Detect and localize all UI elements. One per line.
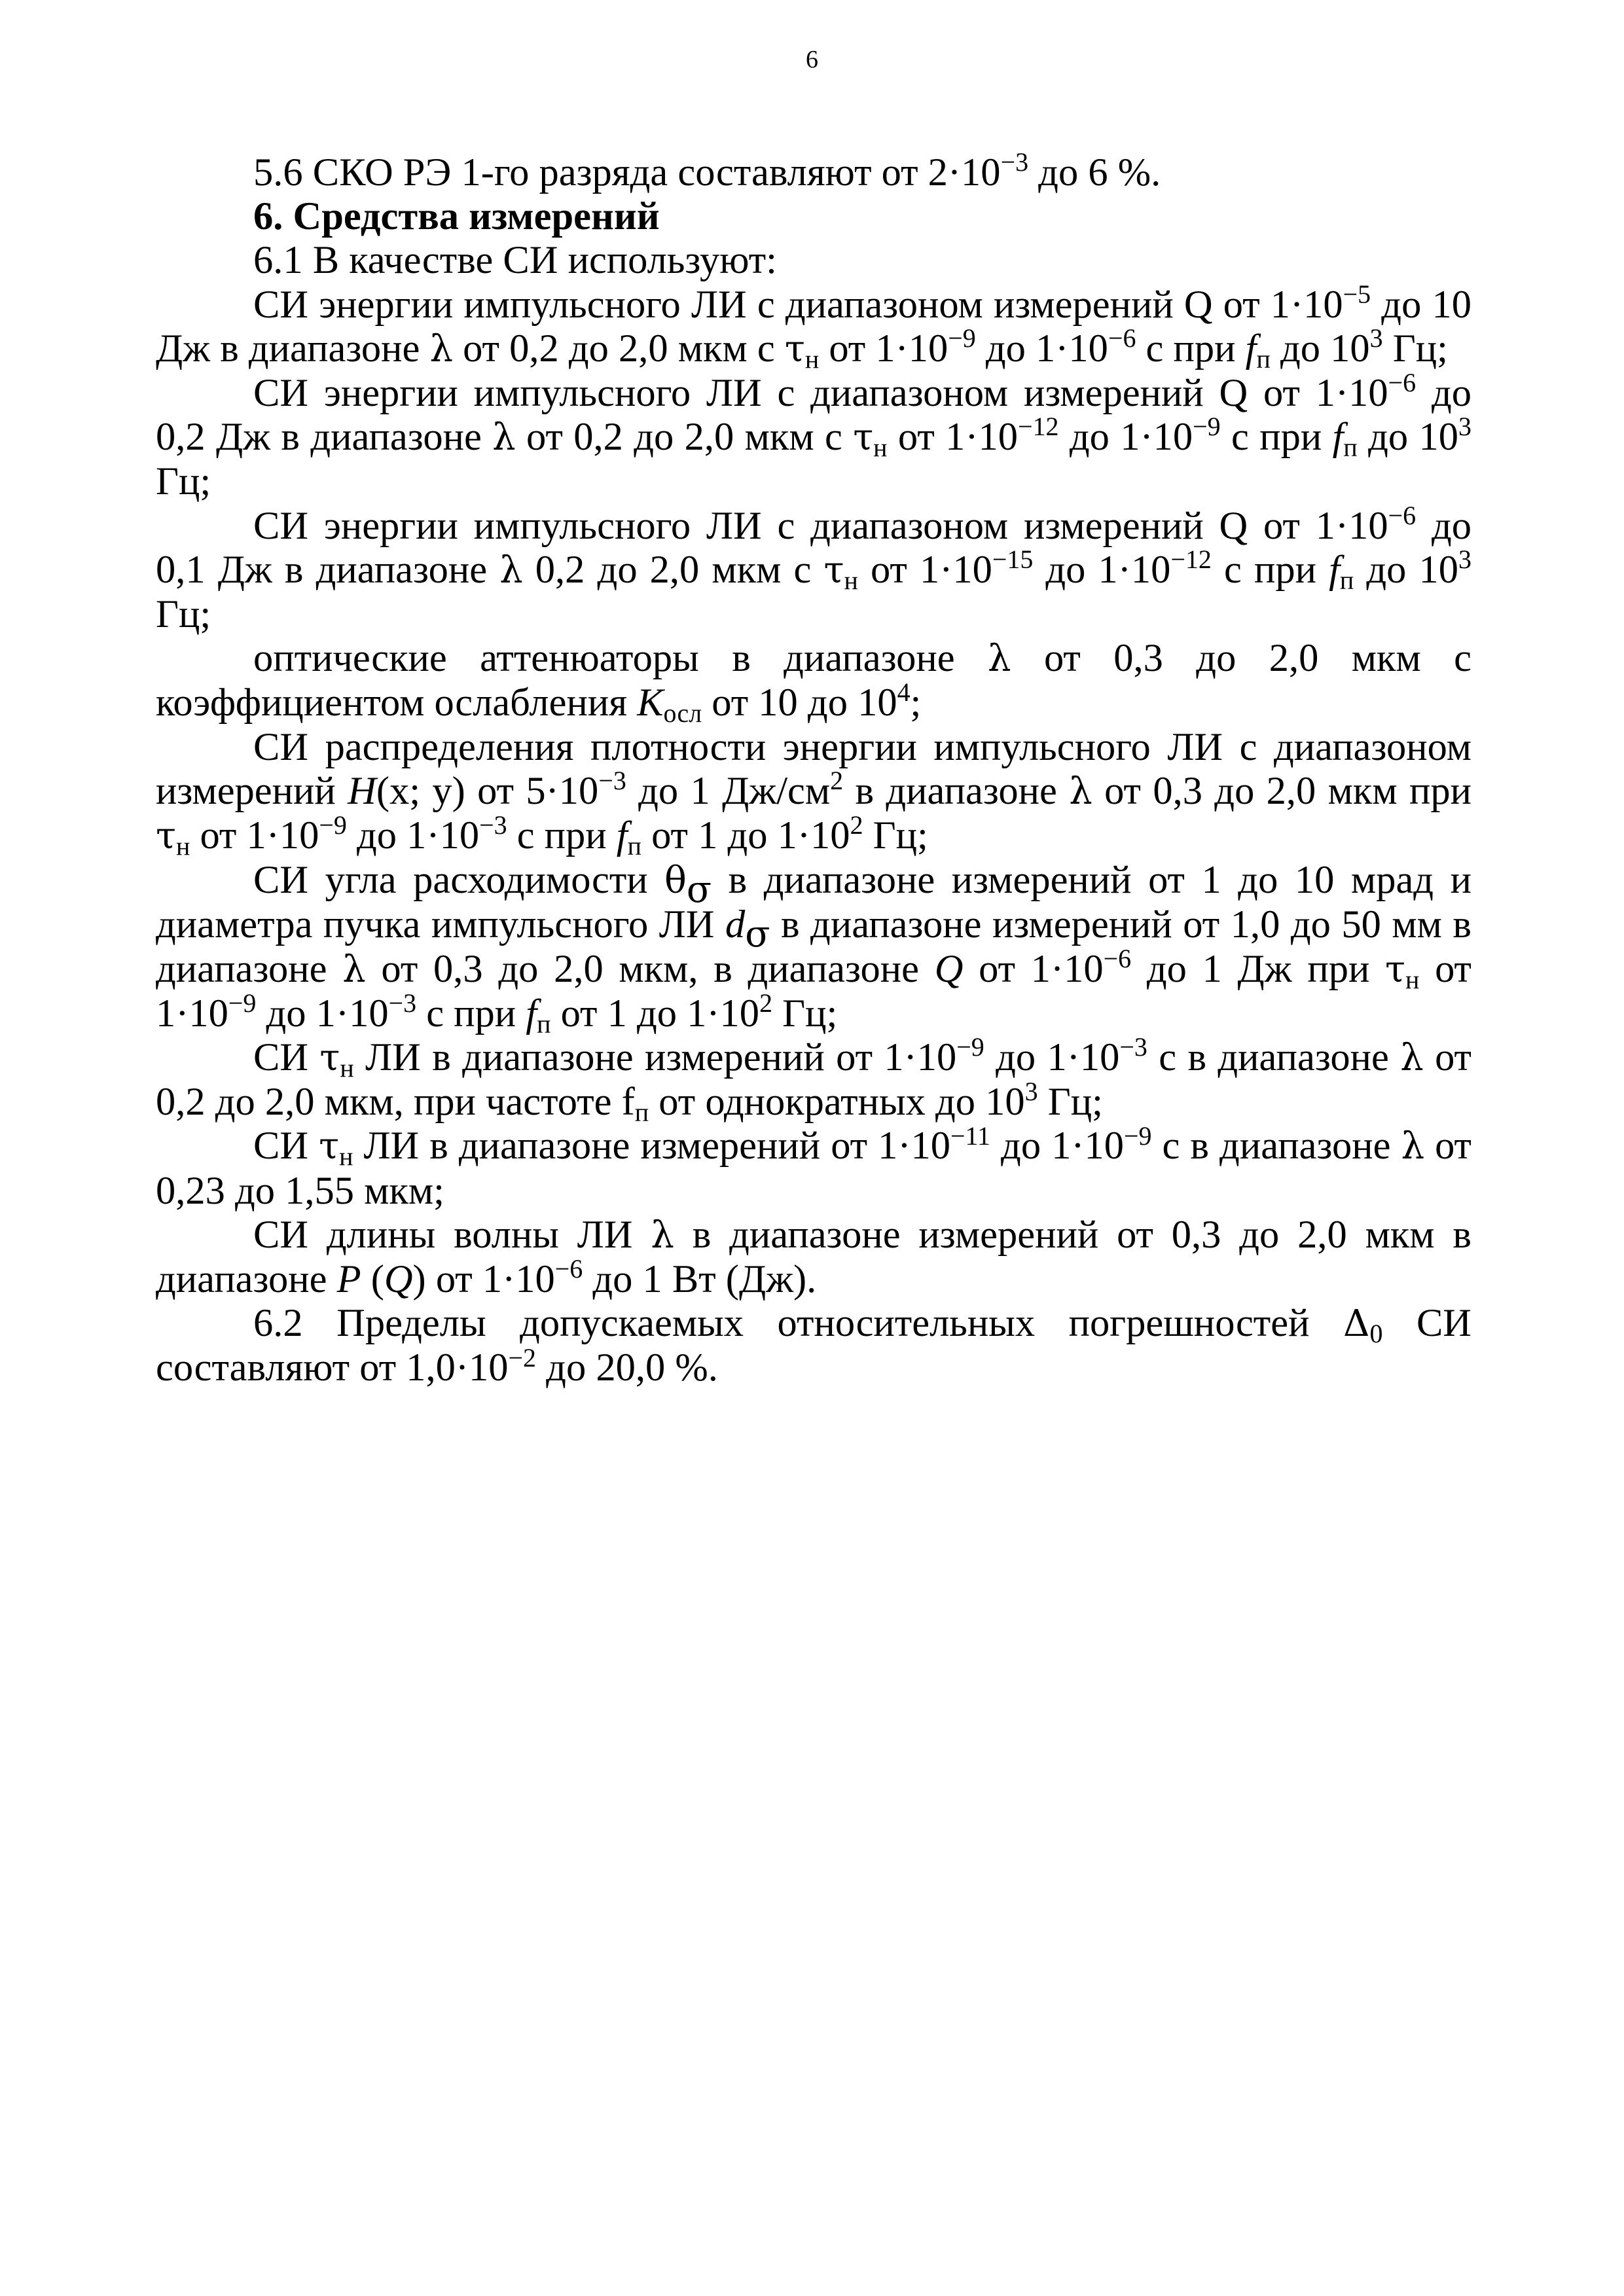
text-run: в диапазоне измерений от 0,3 до 2,0 мкм в диапазоне	[156, 1212, 1472, 1302]
text-run: ) от 1·10	[412, 1257, 555, 1302]
subscript: п	[634, 1098, 649, 1128]
text-run: с при	[1220, 415, 1333, 459]
text-run: до 1·10	[346, 814, 480, 858]
text-run: до 1·10	[1033, 547, 1171, 592]
subscript: н	[175, 831, 190, 861]
delta-symbol: Δ	[1343, 1302, 1370, 1346]
text-run: оптические аттенюаторы в диапазоне	[253, 636, 988, 681]
text-run: до 1·10	[975, 326, 1108, 370]
exponent: −9	[1124, 1121, 1152, 1151]
subscript: п	[1339, 565, 1354, 595]
text-run: 5.6 СКО РЭ 1-го разряда составляют от 2·10	[253, 151, 1001, 194]
lambda-symbol: λ	[1069, 770, 1092, 813]
frequency-symbol: f	[1332, 415, 1344, 459]
text-run: от 1·10	[857, 547, 992, 592]
text-run: от 0,3 до 2,0 мкм, в диапазоне	[365, 946, 935, 991]
text-run: 0,2 до 2,0 мкм с	[522, 547, 824, 592]
lambda-symbol: λ	[651, 1213, 674, 1257]
text-run: Гц;	[1038, 1080, 1103, 1124]
exponent: −9	[1193, 412, 1221, 442]
exponent: −2	[508, 1342, 537, 1372]
exponent: 3	[1024, 1077, 1038, 1107]
subscript: п	[1256, 344, 1271, 374]
attenuation-symbol: K	[637, 681, 664, 725]
list-item-divergence	[156, 858, 1471, 1039]
frequency-symbol: f	[616, 814, 628, 858]
text-run: до 10	[1357, 415, 1459, 459]
exponent: −12	[1170, 544, 1212, 574]
frequency-symbol: f	[526, 991, 537, 1035]
exponent: −5	[1343, 279, 1371, 309]
subscript: н	[1405, 964, 1420, 994]
frequency-symbol: f	[1329, 547, 1340, 592]
text-run: до 1·10	[984, 1035, 1120, 1080]
paragraph-6-2	[156, 1301, 1471, 1390]
energy-symbol: Q	[384, 1257, 413, 1302]
exponent: −3	[388, 988, 417, 1018]
text-run: Гц;	[1382, 326, 1448, 370]
text-run: до 0,2 Дж в диапазоне	[156, 371, 1471, 459]
text-run: от 1·10	[190, 814, 319, 858]
subscript: н	[339, 1141, 353, 1172]
exponent: −12	[1018, 412, 1059, 442]
text-run: от 1·10	[156, 946, 1471, 1035]
subscript: н	[844, 565, 858, 595]
exponent: 3	[1458, 544, 1471, 574]
page-number: 6	[806, 46, 818, 73]
exponent: −6	[1103, 943, 1132, 973]
exponent: 2	[850, 810, 863, 840]
text-run: от 1·10	[887, 415, 1019, 459]
text-run: от 0,3 до 2,0 мкм с коэффициентом ослабления	[156, 636, 1471, 725]
text-run: до 1 Вт (Дж).	[583, 1257, 817, 1302]
exponent: 2	[759, 988, 773, 1018]
lambda-symbol: λ	[492, 416, 516, 459]
text-run: ЛИ в диапазоне измерений от 1·10	[353, 1035, 957, 1080]
text-run: СИ	[253, 1035, 320, 1080]
text-run: до 10 Дж в диапазоне	[156, 282, 1471, 370]
lambda-symbol: λ	[429, 327, 453, 370]
text-run: от 0,2 до 2,0 мкм с	[452, 326, 785, 370]
text-run: от 1·10	[819, 326, 948, 370]
subscript: осл	[663, 698, 702, 728]
tau-symbol: τ	[784, 327, 805, 370]
text-run: до 0,1 Дж в диапазоне	[156, 503, 1471, 592]
text-run: с при	[1211, 547, 1329, 592]
text-run: в диапазоне измерений от 1 до 10 мрад и диаметра пучка импульсного ЛИ	[156, 858, 1471, 947]
lambda-symbol: λ	[988, 637, 1011, 681]
text-run: 6.2 Пределы допускаемых относительных погрешностей	[253, 1301, 1343, 1346]
text-run: до 1·10	[990, 1124, 1125, 1168]
frequency-symbol: f	[1245, 326, 1257, 370]
text-run: СИ энергии импульсного ЛИ с диапазоном измерений Q от 1·10	[253, 282, 1343, 327]
text-run: СИ распределения плотности энергии импульсного ЛИ с диапазоном измерений	[156, 725, 1471, 813]
list-item-pulse-duration-1	[156, 1032, 1471, 1128]
text-run: в диапазоне измерений от 1,0 до 50 мм в диапазоне	[156, 903, 1471, 991]
text-run: (x; y) от 5·10	[376, 768, 599, 813]
list-item-wavelength	[156, 1213, 1471, 1301]
exponent: −9	[948, 323, 976, 353]
text-run: ;	[910, 681, 922, 725]
text-run: до 20,0 %.	[536, 1346, 718, 1390]
power-symbol: P	[336, 1257, 361, 1302]
exponent: −9	[956, 1032, 984, 1062]
tau-symbol: τ	[1385, 948, 1406, 991]
text-run: до 6 %.	[1028, 151, 1161, 194]
subscript: σ	[745, 913, 770, 956]
exponent: −15	[992, 544, 1034, 574]
text-run: от 0,2 до 2,0 мкм, при частоте f	[156, 1035, 1471, 1124]
lambda-symbol: λ	[342, 948, 366, 991]
exponent: −11	[950, 1121, 990, 1151]
exponent: −3	[598, 765, 626, 795]
lambda-symbol: λ	[1400, 1037, 1424, 1080]
lambda-symbol: λ	[499, 548, 523, 592]
exponent: −6	[1388, 368, 1416, 398]
tau-symbol: τ	[319, 1125, 340, 1168]
exponent: 4	[897, 677, 911, 708]
list-item-energy-1	[156, 279, 1471, 374]
subscript: н	[873, 433, 888, 463]
exponent: −3	[1119, 1032, 1147, 1062]
text-run: с при	[416, 991, 526, 1035]
exponent: −9	[319, 810, 347, 840]
text-run: до 10	[1270, 326, 1370, 370]
text-run: (	[361, 1257, 384, 1302]
text-run: до 1 Дж при	[1131, 946, 1386, 991]
exponent: −6	[1388, 500, 1416, 530]
paragraph-6-1: 6.1 В качестве СИ используют:	[253, 238, 777, 283]
text-run: СИ	[253, 1124, 319, 1168]
text-run: с при	[507, 814, 617, 858]
exponent: −3	[1000, 147, 1029, 177]
text-run: от 0,23 до 1,55 мкм;	[156, 1124, 1471, 1213]
exponent: 3	[1458, 412, 1471, 442]
exponent: −3	[479, 810, 507, 840]
list-item-pulse-duration-2	[156, 1121, 1471, 1213]
text-run: с при	[1136, 326, 1246, 370]
text-run: от 1 до 1·10	[550, 991, 760, 1035]
text-run: Гц;	[863, 814, 928, 858]
exponent: −9	[228, 988, 257, 1018]
exponent: 2	[830, 765, 844, 795]
text-run: до 1 Дж/см	[626, 768, 831, 813]
exponent: −6	[554, 1254, 583, 1284]
text-run: до 10	[1354, 547, 1459, 592]
text-run: от 1·10	[963, 946, 1104, 991]
tau-symbol: τ	[319, 1037, 340, 1080]
text-run: от 0,3 до 2,0 мкм при	[1092, 768, 1471, 813]
tau-symbol: τ	[853, 416, 874, 459]
subscript: н	[804, 344, 820, 374]
text-run: СИ составляют от 1,0·10	[156, 1301, 1471, 1390]
text-run: в диапазоне	[843, 768, 1070, 813]
text-run: ЛИ в диапазоне измерений от 1·10	[353, 1124, 951, 1168]
text-run: СИ длины волны ЛИ	[253, 1212, 651, 1257]
text-run: с в диапазоне	[1151, 1124, 1401, 1168]
text-run: от однократных до 10	[649, 1080, 1025, 1124]
text-run: до 1·10	[1058, 415, 1193, 459]
subscript: н	[340, 1053, 354, 1083]
text-run: от 1 до 1·10	[641, 814, 850, 858]
subscript: п	[627, 831, 641, 861]
tau-symbol: τ	[156, 815, 176, 858]
lambda-symbol: λ	[1401, 1125, 1425, 1168]
exponent: 3	[1369, 323, 1383, 353]
paragraph-5-6	[156, 147, 1471, 194]
section-heading: 6. Средства измерений	[253, 194, 660, 239]
text-run: Гц;	[772, 991, 838, 1035]
text-run: СИ энергии импульсного ЛИ с диапазоном измерений Q от 1·10	[253, 371, 1388, 416]
theta-symbol: θ	[664, 859, 687, 903]
list-item-energy-2	[156, 368, 1471, 504]
subscript: п	[1343, 433, 1358, 463]
text-run: с в диапазоне	[1147, 1035, 1401, 1080]
text-run: от 10 до 10	[702, 681, 897, 725]
text-run: СИ энергии импульсного ЛИ с диапазоном измерений Q от 1·10	[253, 503, 1388, 548]
list-item-attenuators	[156, 636, 1471, 728]
text-run: до 1·10	[256, 991, 389, 1035]
text-run: Гц;	[156, 592, 211, 637]
density-symbol: H	[348, 768, 376, 813]
list-item-energy-density	[156, 725, 1471, 859]
text-run: Гц;	[156, 459, 211, 504]
subscript: п	[537, 1009, 551, 1039]
subscript: σ	[686, 869, 712, 912]
tau-symbol: τ	[823, 548, 844, 592]
exponent: −6	[1108, 323, 1136, 353]
energy-symbol: Q	[934, 946, 964, 991]
text-run: от 0,2 до 2,0 мкм с	[515, 415, 854, 459]
diameter-symbol: d	[725, 903, 746, 947]
list-item-energy-3	[156, 500, 1471, 637]
subscript: 0	[1369, 1319, 1383, 1349]
document-body	[156, 147, 1472, 1390]
text-run: СИ угла расходимости	[253, 858, 665, 903]
